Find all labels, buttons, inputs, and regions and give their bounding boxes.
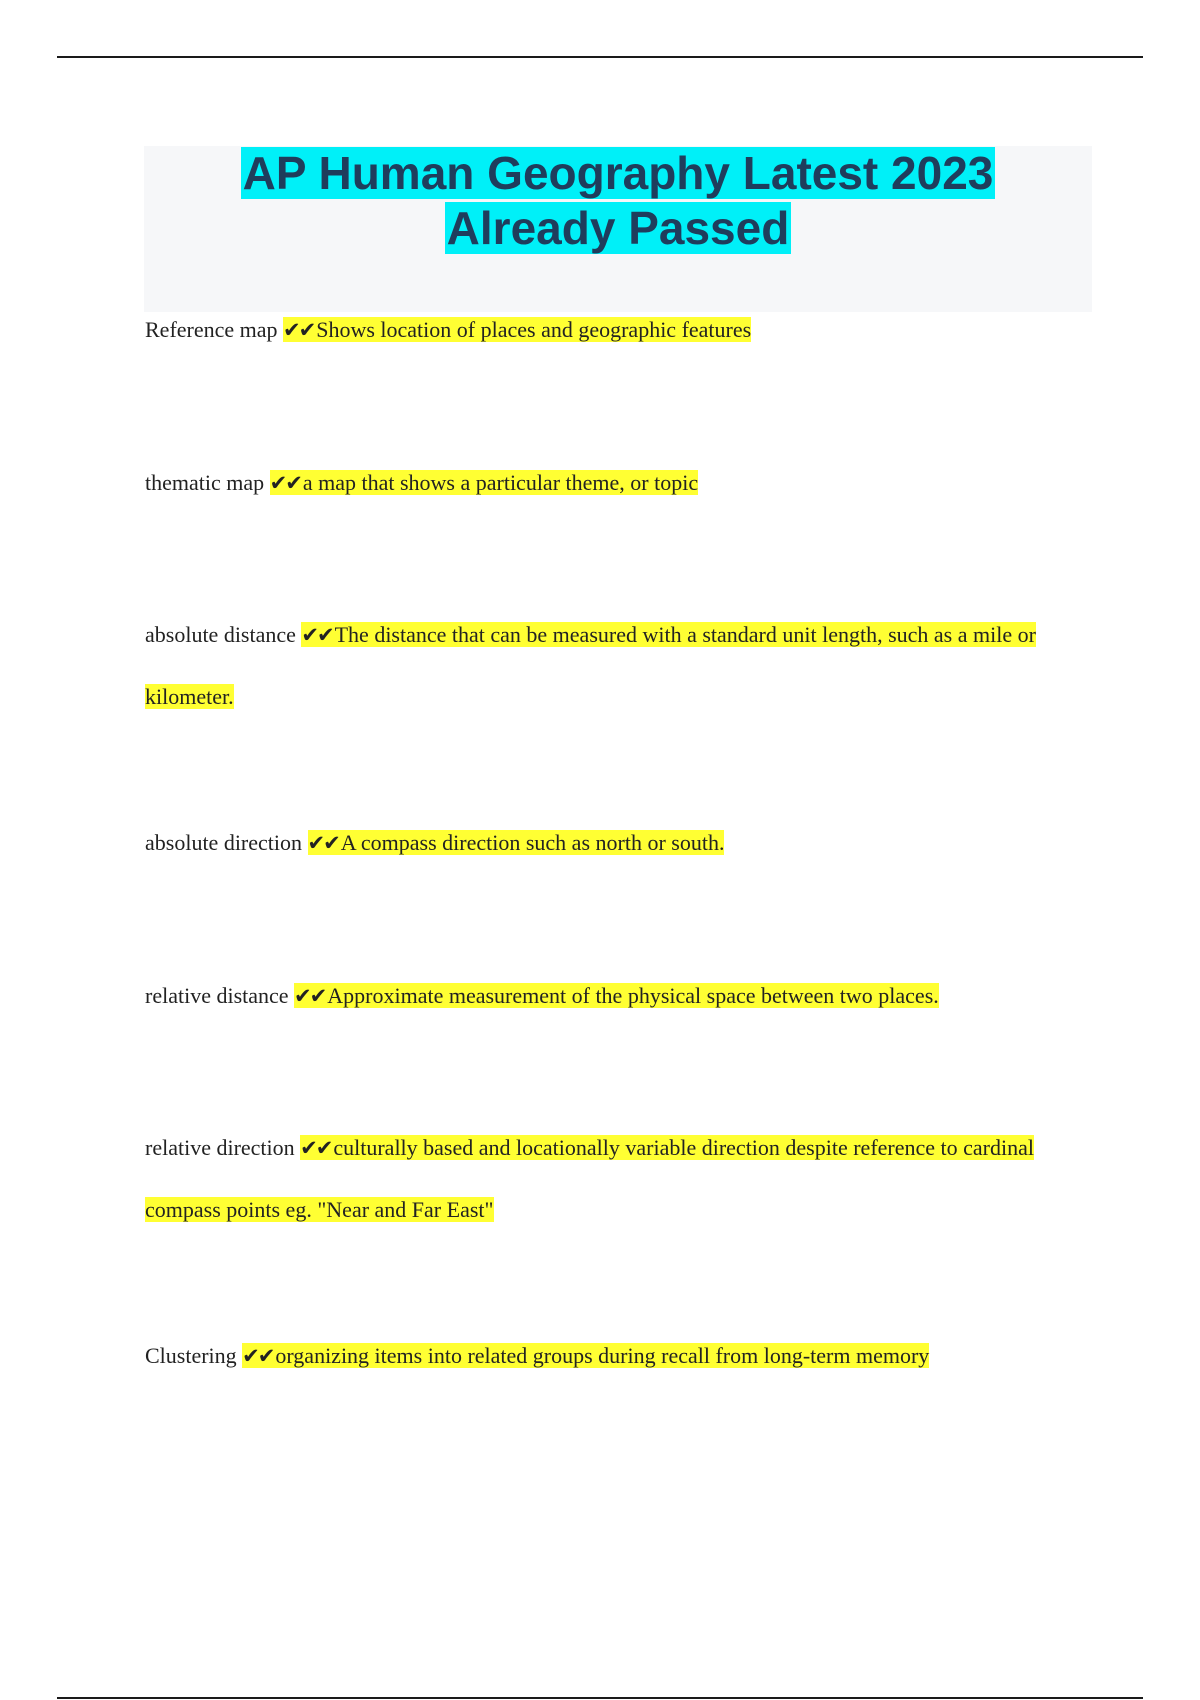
- double-check-icon: ✔✔: [242, 1344, 274, 1368]
- definition: [283, 317, 751, 342]
- term: Reference map: [145, 317, 278, 342]
- definition: [294, 983, 939, 1008]
- page-title: [144, 146, 1092, 256]
- entry-relative-direction: [145, 1117, 1075, 1240]
- term: absolute distance: [145, 622, 296, 647]
- term: relative distance: [145, 983, 289, 1008]
- term: Clustering: [145, 1343, 237, 1368]
- entry-clustering: [145, 1325, 1075, 1387]
- definition: [242, 1343, 929, 1368]
- entry-thematic-map: [145, 452, 1075, 514]
- term: thematic map: [145, 470, 265, 495]
- double-check-icon: ✔✔: [300, 1136, 332, 1160]
- double-check-icon: ✔✔: [283, 318, 315, 342]
- definition-text: Approximate measurement of the physical space between two places.: [327, 983, 939, 1008]
- double-check-icon: ✔✔: [269, 471, 301, 495]
- title-line-2: Already Passed: [446, 202, 790, 254]
- entry-reference-map: [145, 299, 1075, 361]
- definition-text: culturally based and locationally variable direction despite reference to cardinal compass points eg. "Near and Far East": [145, 1135, 1034, 1222]
- definition-text: A compass direction such as north or south.: [340, 830, 725, 855]
- bottom-rule: [57, 1697, 1143, 1699]
- definition-text: Shows location of places and geographic features: [316, 317, 752, 342]
- term: relative direction: [145, 1135, 295, 1160]
- title-banner: [144, 146, 1092, 312]
- title-line-1: AP Human Geography Latest 2023: [242, 147, 994, 199]
- definition-text: a map that shows a particular theme, or topic: [302, 470, 699, 495]
- term: absolute direction: [145, 830, 303, 855]
- entry-absolute-distance: [145, 604, 1075, 727]
- entry-absolute-direction: [145, 812, 1075, 874]
- definition: [308, 830, 725, 855]
- top-rule: [57, 56, 1143, 58]
- entry-relative-distance: [145, 965, 1075, 1027]
- double-check-icon: ✔✔: [294, 984, 326, 1008]
- definition-text: The distance that can be measured with a standard unit length, such as a mile or kilometer.: [145, 622, 1036, 709]
- definition-text: organizing items into related groups during recall from long-term memory: [275, 1343, 930, 1368]
- definition: [270, 470, 698, 495]
- double-check-icon: ✔✔: [301, 623, 333, 647]
- double-check-icon: ✔✔: [307, 831, 339, 855]
